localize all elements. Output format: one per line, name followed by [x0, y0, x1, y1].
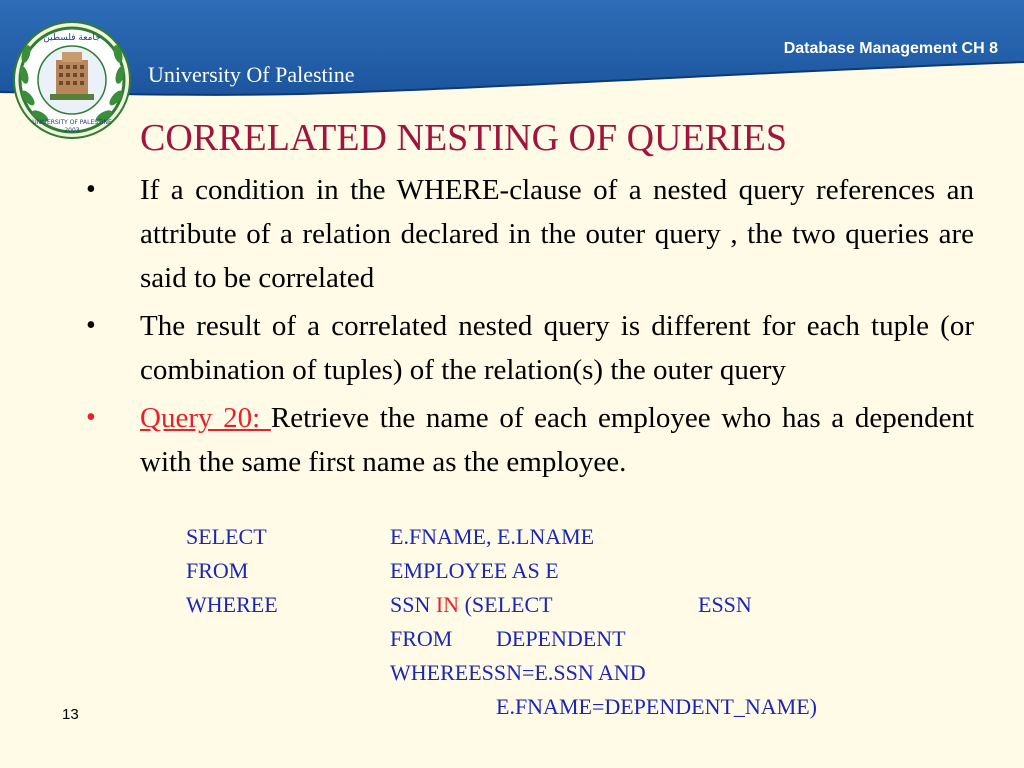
sql-sub-condition: E.FNAME=DEPENDENT_NAME) — [496, 694, 817, 719]
sql-where-clause — [390, 588, 553, 622]
sql-subselect: (SELECT — [459, 592, 553, 617]
sql-ssn: SSN — [390, 592, 436, 617]
sql-sub-from-keyword: FROM — [390, 626, 453, 651]
bullet-text: The result of a correlated nested query is different for each tuple (or combination of tuples) of the relation(s) the outer query — [140, 310, 974, 386]
bullet-item-1 — [86, 168, 974, 300]
seal-arabic-text: جامعة فلسطين — [43, 33, 101, 43]
university-seal-logo — [10, 20, 134, 140]
university-name: University Of Palestine — [148, 62, 355, 87]
query-description: Retrieve the name of each employee who has a dependent with the same first name as the employee. — [140, 402, 974, 478]
bullet-item-3 — [86, 396, 974, 484]
sql-sub-column: ESSN — [698, 592, 752, 617]
bullet-dot: • — [86, 174, 96, 205]
seal-english-text: UNIVERSITY OF PALESTINE — [32, 119, 112, 126]
sql-select-keyword: SELECT — [186, 524, 267, 549]
sql-select-columns: E.FNAME, E.LNAME — [390, 524, 595, 549]
bullet-item-2 — [86, 304, 974, 392]
bullet-text: If a condition in the WHERE-clause of a nested query references an attribute of a relation declared in the outer query , the two queries are said to be correlated — [140, 174, 974, 294]
page-number: 13 — [62, 706, 79, 723]
sql-in-keyword: IN — [435, 592, 460, 617]
sql-from-table: EMPLOYEE AS E — [390, 558, 559, 583]
slide-title: CORRELATED NESTING OF QUERIES — [140, 117, 788, 159]
bullet-list — [86, 168, 974, 488]
bullet-text-query — [140, 396, 974, 484]
sql-where-keyword: WHEREE — [186, 592, 278, 617]
course-title: Database Management CH 8 — [783, 40, 998, 57]
sql-sub-where: WHEREESSN=E.SSN AND — [390, 660, 646, 685]
bullet-dot: • — [86, 310, 96, 341]
query-label: Query 20: — [140, 402, 271, 434]
bullet-dot: • — [86, 402, 96, 433]
sql-from-keyword: FROM — [186, 558, 249, 583]
sql-sub-from-table: DEPENDENT — [496, 626, 626, 651]
seal-year: 2003 — [64, 127, 80, 134]
